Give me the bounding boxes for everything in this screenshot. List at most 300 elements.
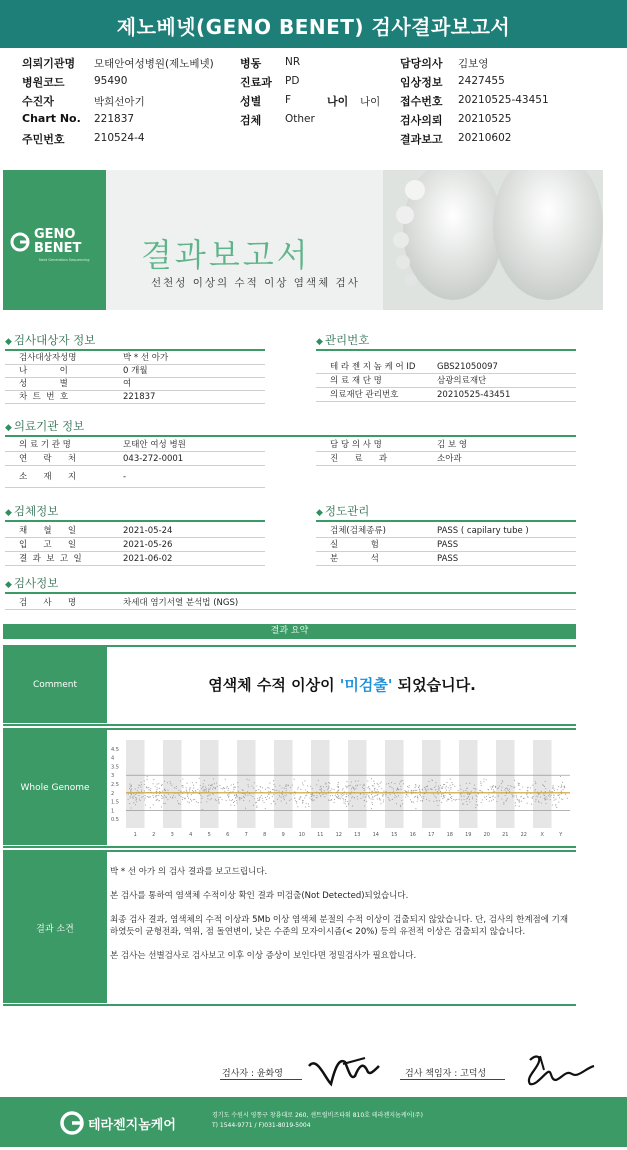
data-point: [364, 785, 365, 786]
row-key: 의 료 재 단 명: [330, 376, 382, 386]
data-point: [281, 793, 282, 794]
data-point: [466, 801, 467, 802]
data-point: [454, 786, 455, 787]
data-point: [325, 794, 326, 795]
data-point: [238, 786, 239, 787]
data-point: [393, 788, 394, 789]
data-point: [221, 788, 222, 789]
data-point: [338, 790, 339, 791]
data-point: [272, 796, 273, 797]
data-point: [496, 801, 497, 802]
data-point: [334, 799, 335, 800]
x-tick-label: 6: [226, 832, 230, 838]
data-point: [158, 795, 159, 796]
data-point: [267, 796, 268, 797]
data-point: [296, 801, 297, 802]
table-row: [5, 452, 265, 466]
data-point: [316, 797, 317, 798]
data-point: [158, 783, 159, 784]
data-point: [373, 785, 374, 786]
header-value: 95490: [94, 75, 128, 87]
data-point: [257, 798, 258, 799]
banner-logo-panel: [3, 170, 106, 310]
x-tick-label: 7: [244, 832, 248, 838]
data-point: [493, 785, 494, 786]
data-point: [189, 789, 190, 790]
data-point: [364, 800, 365, 801]
data-point: [555, 799, 556, 800]
data-point: [305, 806, 306, 807]
data-point: [129, 784, 130, 785]
data-point: [499, 786, 500, 787]
data-point: [532, 798, 533, 799]
data-point: [475, 789, 476, 790]
data-point: [213, 787, 214, 788]
data-point: [535, 781, 536, 782]
data-point: [389, 794, 390, 795]
data-point: [391, 787, 392, 788]
data-point: [228, 788, 229, 789]
data-point: [334, 789, 335, 790]
data-point: [186, 787, 187, 788]
data-point: [512, 796, 513, 797]
x-tick-label: 11: [317, 832, 324, 838]
y-tick-label: 0.5: [111, 817, 119, 824]
institution-right-table: [316, 438, 576, 466]
data-point: [389, 800, 390, 801]
finding-2: 본 검사를 통하여 염색체 수적이상 확인 결과 미검출(Not Detected)되었습니다.: [110, 891, 409, 901]
data-point: [144, 784, 145, 785]
data-point: [399, 783, 400, 784]
data-point: [197, 789, 198, 790]
data-point: [141, 784, 142, 785]
data-point: [335, 795, 336, 796]
header-label: 의뢰기관명: [22, 57, 76, 70]
data-point: [202, 790, 203, 791]
data-point: [490, 786, 491, 787]
data-point: [132, 796, 133, 797]
data-point: [185, 798, 186, 799]
data-point: [325, 783, 326, 784]
divider: [316, 349, 576, 351]
data-point: [155, 795, 156, 796]
data-point: [539, 793, 540, 794]
data-point: [140, 800, 141, 801]
data-point: [429, 800, 430, 801]
x-tick-label: 14: [372, 832, 379, 838]
data-point: [511, 786, 512, 787]
data-point: [159, 800, 160, 801]
data-point: [559, 797, 560, 798]
data-point: [449, 794, 450, 795]
data-point: [347, 786, 348, 787]
data-point: [558, 786, 559, 787]
section-qc-title: ◆ 정도관리: [316, 504, 370, 518]
data-point: [237, 782, 238, 783]
data-point: [445, 787, 446, 788]
data-point: [558, 795, 559, 796]
header-label: 진료과: [240, 76, 272, 89]
data-point: [273, 780, 274, 781]
data-point: [236, 796, 237, 797]
data-point: [415, 796, 416, 797]
data-point: [202, 809, 203, 810]
data-point: [562, 782, 563, 783]
data-point: [239, 799, 240, 800]
data-point: [145, 804, 146, 805]
data-point: [439, 800, 440, 801]
data-point: [156, 791, 157, 792]
data-point: [467, 787, 468, 788]
data-point: [492, 796, 493, 797]
data-point: [444, 795, 445, 796]
data-point: [415, 786, 416, 787]
data-point: [510, 785, 511, 786]
data-point: [317, 797, 318, 798]
terragen-logo-icon: [58, 1109, 86, 1137]
data-point: [150, 796, 151, 797]
row-value: 여: [123, 379, 132, 389]
data-point: [434, 796, 435, 797]
data-point: [544, 799, 545, 800]
data-point: [135, 794, 136, 795]
row-value: 박 * 선 아가: [123, 353, 169, 363]
data-point: [547, 799, 548, 800]
data-point: [311, 796, 312, 797]
data-point: [156, 789, 157, 790]
data-point: [141, 797, 142, 798]
data-point: [400, 805, 401, 806]
data-point: [498, 796, 499, 797]
data-point: [136, 801, 137, 802]
data-point: [246, 779, 247, 780]
data-point: [546, 796, 547, 797]
data-point: [250, 795, 251, 796]
data-point: [345, 786, 346, 787]
data-point: [420, 795, 421, 796]
data-point: [512, 795, 513, 796]
data-point: [275, 803, 276, 804]
banner-subtitle: 선천성 이상의 수적 이상 염색체 검사: [151, 277, 360, 289]
table-row: [5, 596, 576, 610]
data-point: [294, 779, 295, 780]
chromosome-band: [496, 740, 515, 828]
data-point: [483, 778, 484, 779]
qc-table: [316, 524, 576, 566]
data-point: [243, 796, 244, 797]
data-point: [404, 790, 405, 791]
data-point: [228, 796, 229, 797]
data-point: [204, 789, 205, 790]
data-point: [210, 794, 211, 795]
data-point: [507, 798, 508, 799]
data-point: [397, 788, 398, 789]
data-point: [153, 779, 154, 780]
data-point: [193, 785, 194, 786]
data-point: [232, 799, 233, 800]
data-point: [316, 784, 317, 785]
data-point: [224, 791, 225, 792]
data-point: [172, 797, 173, 798]
data-point: [290, 787, 291, 788]
data-point: [182, 785, 183, 786]
data-point: [418, 786, 419, 787]
data-point: [218, 800, 219, 801]
data-point: [156, 795, 157, 796]
data-point: [281, 787, 282, 788]
data-point: [545, 803, 546, 804]
data-point: [308, 804, 309, 805]
data-point: [130, 789, 131, 790]
data-point: [471, 791, 472, 792]
data-point: [394, 783, 395, 784]
logo-sub: Next Generation Sequencing: [39, 258, 90, 262]
data-point: [306, 803, 307, 804]
data-point: [450, 779, 451, 780]
data-point: [372, 797, 373, 798]
data-point: [349, 793, 350, 794]
table-row: [316, 360, 576, 374]
data-point: [138, 795, 139, 796]
row-value: 2021-06-02: [123, 554, 173, 564]
data-point: [145, 795, 146, 796]
data-point: [131, 807, 132, 808]
row-key: 소 재 지: [19, 472, 77, 482]
data-point: [413, 802, 414, 803]
data-point: [156, 784, 157, 785]
row-value: 삼광의료재단: [437, 376, 487, 386]
data-point: [545, 788, 546, 789]
data-point: [343, 799, 344, 800]
row-value: 김 보 영: [437, 440, 468, 450]
data-point: [155, 796, 156, 797]
footer-brand: 테라젠지놈케어: [88, 1118, 176, 1133]
data-point: [498, 794, 499, 795]
data-point: [157, 799, 158, 800]
y-tick-label: 4: [111, 755, 115, 762]
data-point: [351, 788, 352, 789]
data-point: [206, 801, 207, 802]
data-point: [556, 807, 557, 808]
header-value: 20210525: [458, 113, 512, 125]
row-value: 20210525-43451: [437, 390, 511, 400]
data-point: [255, 802, 256, 803]
data-point: [249, 800, 250, 801]
data-point: [369, 788, 370, 789]
management-table: [316, 360, 576, 402]
data-point: [211, 798, 212, 799]
data-point: [210, 787, 211, 788]
data-point: [417, 797, 418, 798]
baby-feet-image: [383, 170, 603, 310]
data-point: [377, 783, 378, 784]
data-point: [337, 794, 338, 795]
data-point: [420, 800, 421, 801]
table-row: [5, 378, 265, 391]
data-point: [146, 787, 147, 788]
data-point: [379, 798, 380, 799]
data-point: [441, 796, 442, 797]
data-point: [269, 783, 270, 784]
divider: [400, 1079, 505, 1080]
data-point: [259, 797, 260, 798]
data-point: [405, 796, 406, 797]
chromosome-band: [311, 740, 330, 828]
data-point: [374, 788, 375, 789]
data-point: [170, 783, 171, 784]
data-point: [231, 800, 232, 801]
data-point: [463, 790, 464, 791]
data-point: [481, 802, 482, 803]
divider: [5, 520, 265, 522]
data-point: [243, 790, 244, 791]
data-point: [208, 795, 209, 796]
data-point: [466, 798, 467, 799]
data-point: [231, 784, 232, 785]
data-point: [289, 800, 290, 801]
data-point: [450, 797, 451, 798]
data-point: [273, 794, 274, 795]
header-value: Other: [285, 113, 315, 125]
data-point: [318, 780, 319, 781]
data-point: [329, 783, 330, 784]
data-point: [491, 800, 492, 801]
divider: [316, 520, 576, 522]
data-point: [561, 798, 562, 799]
data-point: [476, 795, 477, 796]
footer-address: 경기도 수원시 영통구 창룡대로 260, 센트럴비즈타워 810호 테라젠지놈케어(주) T) 1544-9771 / F)031-8019-5004: [212, 1112, 423, 1129]
data-point: [256, 785, 257, 786]
chromosome-band: [274, 740, 293, 828]
data-point: [494, 791, 495, 792]
data-point: [552, 788, 553, 789]
data-point: [468, 796, 469, 797]
data-point: [265, 797, 266, 798]
data-point: [407, 786, 408, 787]
data-point: [284, 799, 285, 800]
data-point: [419, 790, 420, 791]
data-point: [135, 788, 136, 789]
data-point: [180, 804, 181, 805]
data-point: [415, 784, 416, 785]
data-point: [324, 796, 325, 797]
data-point: [528, 787, 529, 788]
data-point: [281, 797, 282, 798]
data-point: [234, 795, 235, 796]
data-point: [131, 794, 132, 795]
data-point: [364, 790, 365, 791]
data-point: [279, 790, 280, 791]
data-point: [345, 803, 346, 804]
data-point: [505, 788, 506, 789]
data-point: [201, 802, 202, 803]
data-point: [167, 799, 168, 800]
row-key: 차 트 번 호: [19, 392, 69, 402]
data-point: [187, 801, 188, 802]
data-point: [426, 799, 427, 800]
data-point: [130, 796, 131, 797]
data-point: [489, 801, 490, 802]
data-point: [561, 786, 562, 787]
data-point: [486, 779, 487, 780]
data-point: [328, 786, 329, 787]
data-point: [514, 780, 515, 781]
data-point: [447, 799, 448, 800]
data-point: [535, 783, 536, 784]
data-point: [288, 785, 289, 786]
data-point: [145, 798, 146, 799]
data-point: [469, 801, 470, 802]
data-point: [541, 791, 542, 792]
logo-line1: GENO: [34, 227, 76, 242]
data-point: [372, 785, 373, 786]
data-point: [266, 799, 267, 800]
data-point: [478, 793, 479, 794]
data-point: [552, 804, 553, 805]
x-tick-label: 21: [502, 832, 509, 838]
data-point: [442, 793, 443, 794]
data-point: [337, 791, 338, 792]
data-point: [455, 800, 456, 801]
data-point: [516, 797, 517, 798]
data-point: [406, 794, 407, 795]
data-point: [527, 791, 528, 792]
divider: [5, 592, 576, 594]
data-point: [549, 794, 550, 795]
data-point: [444, 797, 445, 798]
data-point: [480, 781, 481, 782]
comment-text: 염색체 수적 이상이 '미검출' 되었습니다.: [208, 676, 476, 694]
data-point: [350, 800, 351, 801]
data-point: [402, 803, 403, 804]
data-point: [170, 781, 171, 782]
data-point: [518, 783, 519, 784]
chromosome-band: [163, 740, 182, 828]
data-point: [438, 786, 439, 787]
data-point: [469, 794, 470, 795]
data-point: [495, 797, 496, 798]
header-label: 주민번호: [22, 133, 65, 146]
data-point: [155, 786, 156, 787]
data-point: [233, 802, 234, 803]
data-point: [167, 790, 168, 791]
data-point: [451, 800, 452, 801]
data-point: [334, 802, 335, 803]
data-point: [177, 800, 178, 801]
row-key: 검사대상자성명: [19, 353, 77, 363]
data-point: [523, 798, 524, 799]
data-point: [400, 789, 401, 790]
data-point: [472, 798, 473, 799]
section-management-title: ◆ 관리번호: [316, 333, 370, 347]
data-point: [412, 790, 413, 791]
data-point: [545, 791, 546, 792]
y-tick-label: 1.5: [111, 799, 119, 806]
data-point: [351, 797, 352, 798]
data-point: [458, 799, 459, 800]
data-point: [474, 785, 475, 786]
data-point: [553, 797, 554, 798]
data-point: [467, 794, 468, 795]
data-point: [446, 782, 447, 783]
data-point: [170, 797, 171, 798]
data-point: [324, 790, 325, 791]
data-point: [388, 783, 389, 784]
data-point: [381, 781, 382, 782]
data-point: [262, 798, 263, 799]
data-point: [337, 797, 338, 798]
data-point: [330, 795, 331, 796]
